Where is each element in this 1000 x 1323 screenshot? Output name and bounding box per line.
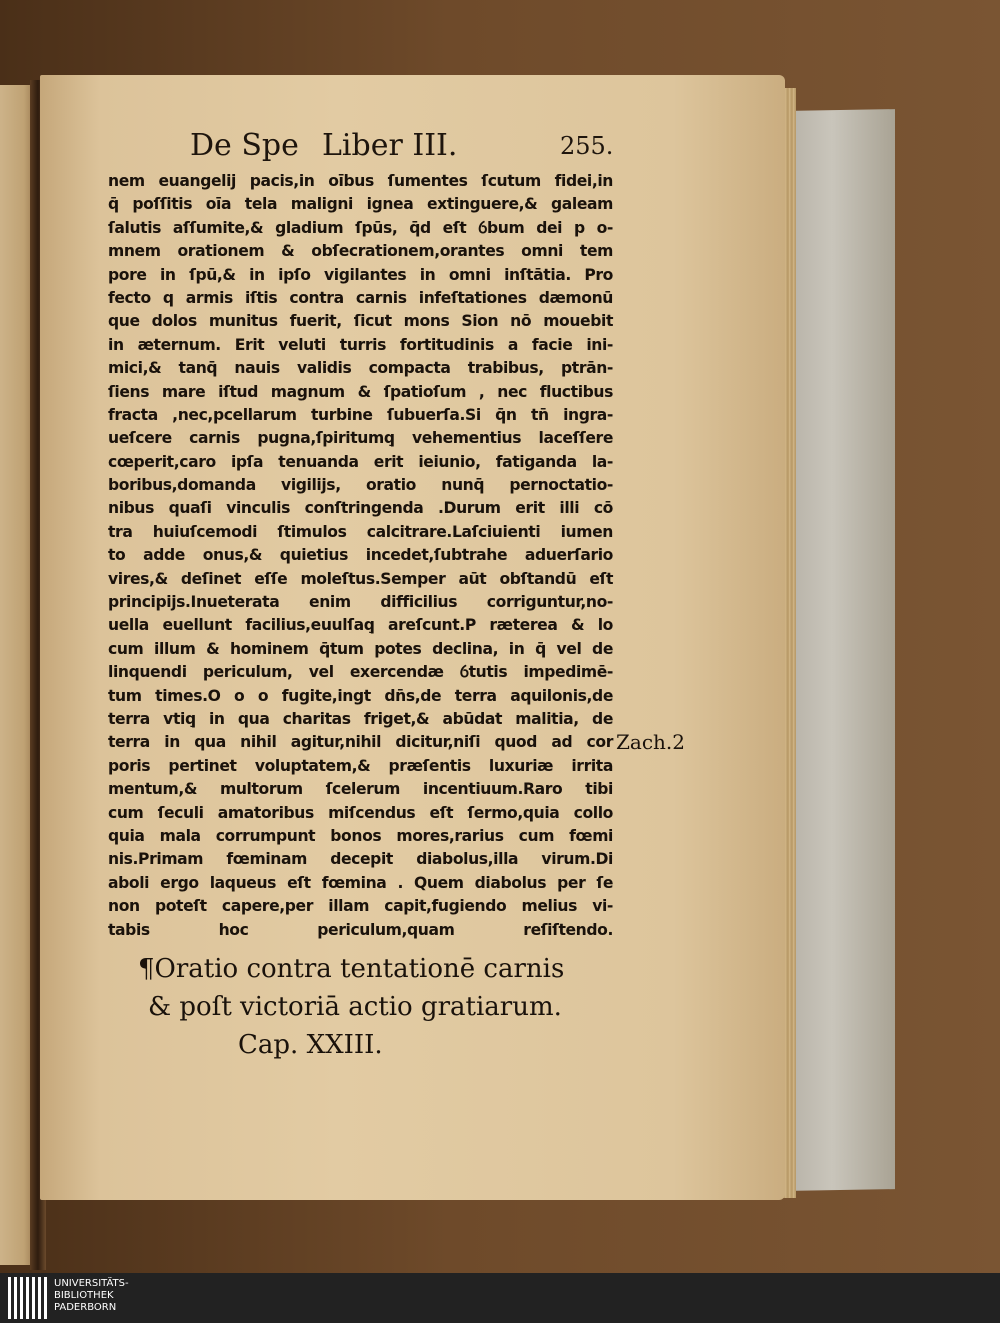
chapter-heading-line1: ¶Oratio contra tentationē carnis	[138, 954, 565, 984]
text-line: mentum,& multorum ſcelerum incentiuum.Raro tibi	[108, 780, 613, 799]
text-line: pore in ſpū,& in ipſo vigilantes in omni inſtātia. Pro	[108, 265, 613, 284]
text-line: terra vtiq̧ in qua charitas friget,& abūdat malitia, de	[108, 709, 613, 728]
text-line: fracta ,nec,pcellarum turbine ſubuerſa.Si q̄n tn̄ ingra-	[108, 405, 613, 424]
text-line: fecto q armis iſtis contra carnis infeſtationes dæmonū	[108, 288, 613, 307]
text-line: ueſcere carnis pugna,ſpiritumq̧ vehementius laceſſere	[108, 429, 613, 448]
text-line: ſiens mare iſtud magnum & ſpatioſum , nec fluctibus	[108, 382, 613, 401]
library-logo-text	[54, 1278, 129, 1314]
margin-note: Zach.2	[616, 730, 685, 754]
text-line: non poteſt capere,per illam capit,fugiendo melius vi-	[108, 897, 613, 916]
text-line: uella euellunt facilius,euulſaq̧ areſcunt.P ræterea & lo	[108, 616, 613, 635]
footer-bar	[0, 1273, 1000, 1323]
chapter-heading-line2: & poſt victoriā actio gratiarum.	[148, 992, 562, 1022]
text-line: cum ſeculi amatoribus miſcendus eſt ſermo,quia collo	[108, 803, 613, 822]
text-line: vires,& deſinet eſſe moleſtus.Semper aūt obſtandū eſt	[108, 569, 613, 588]
text-line: aboli ergo laqueus eſt fœmina . Quem diabolus per ſe	[108, 873, 613, 892]
text-line: ſalutis aſſumite,& gladium ſpūs, q̄d eſt ỽbum dei p o-	[108, 218, 613, 237]
text-line: tabis hoc periculum,quam reſiſtendo.	[108, 920, 613, 939]
running-header	[190, 128, 630, 172]
text-line: que dolos munitus fuerit, ſicut mons Sion nō mouebit	[108, 312, 613, 331]
text-line: to adde onus,& quietius incedet,ſubtrahe aduerſario	[108, 546, 613, 565]
logo-line1: UNIVERSITÄTS-	[54, 1278, 129, 1289]
text-line: q̄ poſſitis oīa tela maligni ignea extinguere,& galeam	[108, 195, 613, 214]
library-logo-icon	[8, 1277, 48, 1319]
text-line: tra huiuſcemodi ſtimulos calcitrare.Laſciuienti iumen	[108, 522, 613, 541]
logo-line2: BIBLIOTHEK	[54, 1290, 114, 1301]
text-line: nis.Primam fœminam decepit diabolus,illa virum.Di	[108, 850, 613, 869]
text-line: cœperit,caro ipſa tenuanda erit ieiunio, fatiganda la-	[108, 452, 613, 471]
text-line: quia mala corrumpunt bonos mores,rarius cum fœmi	[108, 826, 613, 845]
text-line: linquendi periculum, vel exercendæ ỽtutis impedimē-	[108, 663, 613, 682]
text-line: nibus quaſi vinculis conſtringenda .Durum erit illi cō	[108, 499, 613, 518]
text-line: boribus,domanda vigilijs, oratio nunq̄ pernoctatio-	[108, 476, 613, 495]
text-line: poris pertinet voluptatem,& præſentis luxuriæ irrita	[108, 756, 613, 775]
text-line: cum illum & hominem q̄tum potes declina, in q̄ vel de	[108, 639, 613, 658]
text-line: mnem orationem & obſecrationem,orantes omni tem	[108, 242, 613, 261]
page-number: 255.	[560, 132, 614, 160]
chapter-heading-line3: Cap. XXIII.	[238, 1030, 383, 1060]
text-line: mici,& tanq̄ nauis validis compacta trabibus, ptrān-	[108, 359, 613, 378]
body-text	[108, 170, 613, 942]
text-line: principijs.Inueterata enim difficilius corriguntur,no-	[108, 593, 613, 612]
text-line: terra in qua nihil agitur,nihil dicitur,niſi quod ad cor	[108, 733, 613, 752]
header-left: De Spe	[190, 128, 299, 163]
text-line: tum times.O o o fugite,ingt dn̄s,de terra aquilonis,de	[108, 686, 613, 705]
header-middle: Liber III.	[322, 128, 458, 163]
flyleaf	[790, 109, 895, 1191]
logo-line3: PADERBORN	[54, 1302, 117, 1313]
text-line: nem euangelij pacis,in oībus ſumentes ſcutum fidei,in	[108, 172, 613, 190]
text-line: in æternum. Erit veluti turris fortitudinis a facie ini-	[108, 335, 613, 354]
